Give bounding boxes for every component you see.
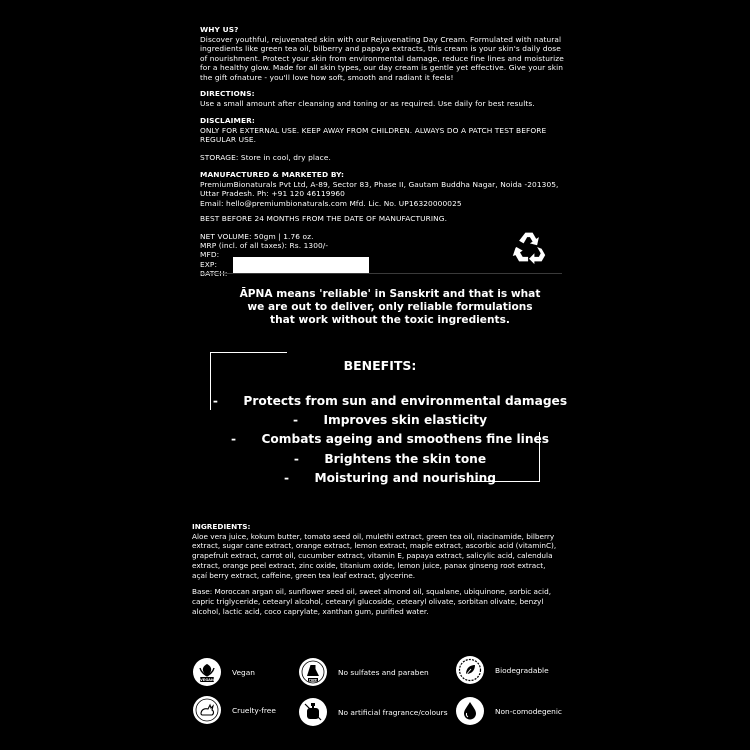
ingredients-section (192, 522, 562, 616)
biodegradable-badge (455, 655, 549, 685)
vegan-icon-text: VEGAN (200, 678, 214, 682)
apna-statement (200, 288, 580, 328)
storage-text: STORAGE: Store in cool, dry place. (200, 153, 331, 162)
ingredients-heading: INGREDIENTS: (192, 522, 251, 531)
apna-line-1: ĀPNA means 'reliable' in Sanskrit and that is what (239, 288, 541, 300)
manufacturer-phone: Uttar Pradesh. Ph: +91 120 46119960 (200, 189, 345, 199)
benefit-item: - Moisturing and nourishing (283, 471, 497, 485)
manufacturer-section (200, 170, 565, 208)
benefits-title: BENEFITS: (343, 358, 417, 373)
directions-text: Use a small amount after cleansing and toning or as required. Use daily for best results. (200, 98, 535, 108)
perfume-bottle-icon (298, 697, 328, 727)
vegan-label: Vegan (232, 667, 255, 677)
apna-line-3: that work without the toxic ingredients. (270, 314, 510, 327)
best-before-section (200, 214, 565, 224)
biodegradable-label: Biodegradable (495, 665, 549, 675)
flask-icon (298, 657, 328, 687)
cruelty-free-badge (192, 695, 276, 725)
benefit-item: - Combats ageing and smoothens fine lines (230, 432, 550, 446)
best-before-text: BEST BEFORE 24 MONTHS FROM THE DATE OF MANUFACTURING. (200, 214, 448, 223)
non-comedogenic-label: Non-comodegenic (495, 706, 562, 716)
benefit-item: - Protects from sun and environmental damages (212, 394, 568, 408)
directions-heading: DIRECTIONS: (200, 89, 255, 98)
recycle-icon (511, 229, 547, 265)
no-sulfates-badge (298, 657, 429, 687)
benefit-item: - Brightens the skin tone (293, 452, 487, 466)
manufacturer-email: Email: hello@premiumbionaturals.com Mfd. Lic. No. UP16320000025 (200, 198, 462, 208)
disclaimer-section (200, 116, 565, 145)
vegan-icon (192, 657, 222, 687)
vegan-badge (192, 657, 255, 687)
cruelty-free-label: Cruelty-free (232, 705, 276, 715)
non-comedogenic-badge (455, 696, 562, 726)
disclaimer-text: ONLY FOR EXTERNAL USE. KEEP AWAY FROM CHILDREN. ALWAYS DO A PATCH TEST BEFORE REGULAR USE. (200, 125, 547, 145)
section-divider (200, 273, 562, 274)
why-us-text: Discover youthful, rejuvenated skin with our Rejuvenating Day Cream. Formulated with natural ingredients like green tea oil, bilberry and papaya extracts, this cream is your skin's daily dose of nourishment. Protect your skin from environmental damage, reduce fine lines and moisturize for a healthy glow. Made for all skin types, our day cream is gentle yet effective. Give your skin the gift ofnature - you'll love how soft, smooth and radiant it feels! (200, 34, 564, 82)
why-us-section (200, 25, 565, 83)
mfd-label: MFD: (200, 250, 220, 260)
no-fragrance-badge (298, 697, 448, 727)
sulfates-icon-text: FREE (309, 678, 317, 682)
why-us-heading: WHY US? (200, 25, 239, 34)
net-volume: NET VOLUME: 50gm | 1.76 oz. (200, 232, 314, 241)
water-drop-icon (455, 696, 485, 726)
rabbit-icon (192, 695, 222, 725)
ingredients-text: Aloe vera juice, kokum butter, tomato seed oil, mulethi extract, green tea oil, niacinamide, bilberry extract, sugar cane extract, orange extract, lemon extract, maple extract, ascorbic acid (vitaminC), grapefruit extract, carrot oil, cucumber extract, vitamin E, papaya extract, salicylic acid, calendula extract, orange peel extract, zinc oxide, titanium oxide, lemon juice, panax ginseng root extract, açaí berry extract, caffeine, green tea leaf extract, glycerine. (192, 531, 557, 580)
benefit-item: - Improves skin elasticity (292, 413, 488, 427)
disclaimer-heading: DISCLAIMER: (200, 116, 255, 125)
no-sulfates-label: No sulfates and paraben (338, 667, 429, 677)
manufacturer-address: PremiumBionaturals Pvt Ltd, A-89, Sector 83, Phase II, Gautam Buddha Nagar, Noida -201305, (200, 179, 559, 189)
no-fragrance-label: No artificial fragrance/colours (338, 707, 448, 717)
manufacturer-heading: MANUFACTURED & MARKETED BY: (200, 170, 345, 179)
frame-corner-top (210, 352, 287, 353)
storage-section (200, 153, 565, 163)
directions-section (200, 89, 565, 108)
batch-info-box (233, 257, 369, 274)
exp-label: EXP: (200, 259, 218, 269)
apna-line-2: we are out to deliver, only reliable formulations (247, 301, 533, 314)
base-ingredients-text: Base: Moroccan argan oil, sunflower seed oil, sweet almond oil, squalane, ubiquinone, sorbic acid, capric triglyceride, cetearyl alcohol, cetearyl glucoside, cetearyl olivate, sorbitan olivate, benzyl alcohol, lactic acid, coco caprylate, xanthan gum, purified water. (192, 587, 552, 616)
biodegradable-icon (455, 655, 485, 685)
mrp: MRP (incl. of all taxes): Rs. 1300/- (200, 241, 329, 251)
